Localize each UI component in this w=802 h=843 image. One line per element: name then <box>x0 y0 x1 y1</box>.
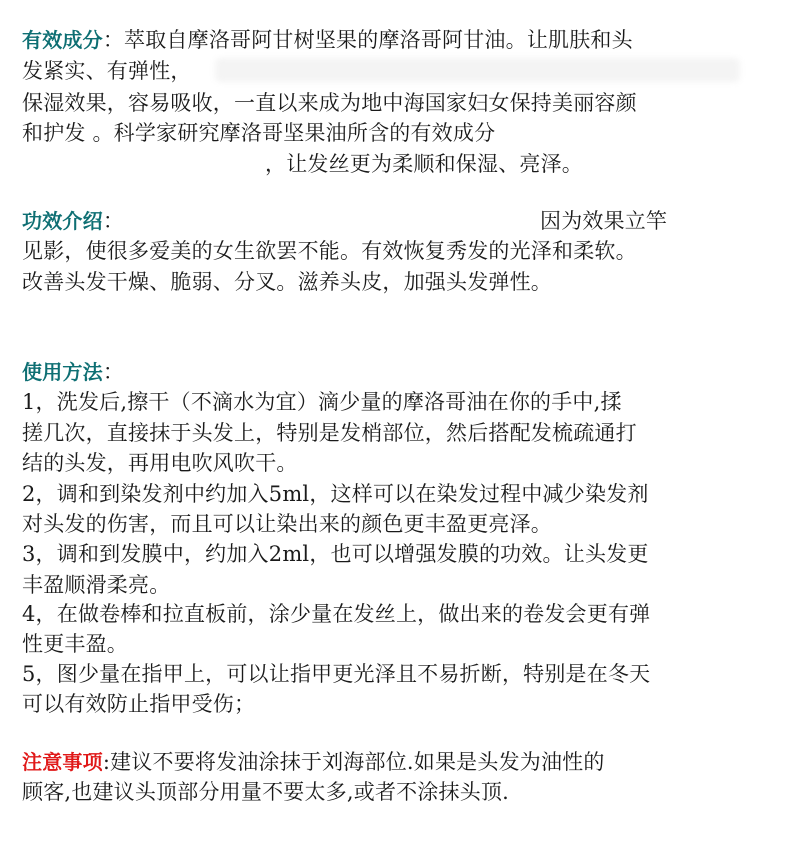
ingredients-text-3: 保湿效果，容易吸收，一直以来成为地中海国家妇女保持美丽容颜 <box>22 91 637 115</box>
caution-colon: : <box>102 750 111 774</box>
usage-text: 搓几次，直接抹于头发上，特别是发梢部位，然后搭配发梳疏通打 <box>22 421 637 445</box>
blurred-text-area <box>215 58 740 82</box>
usage-line <box>22 388 622 416</box>
caution-line-2 <box>22 778 509 806</box>
effects-heading: 功效介绍 <box>22 209 103 233</box>
usage-text: 1，洗发后,擦干（不滴水为宜）滴少量的摩洛哥油在你的手中,揉 <box>22 390 622 414</box>
effects-line-3 <box>22 268 552 296</box>
effects-colon: ： <box>102 209 125 233</box>
usage-text: 可以有效防止指甲受伤； <box>22 692 256 716</box>
caution-line-1 <box>22 748 605 776</box>
caution-text-1: 建议不要将发油涂抹于刘海部位.如果是头发为油性的 <box>110 750 605 774</box>
effects-line-1-tail <box>540 207 667 235</box>
ingredients-colon: ： <box>102 28 125 52</box>
caution-heading: 注意事项 <box>22 750 103 774</box>
usage-line <box>22 690 255 718</box>
effects-line-2 <box>22 237 637 265</box>
usage-line <box>22 600 650 628</box>
usage-colon: ： <box>102 360 125 384</box>
effects-line-1 <box>22 207 124 235</box>
usage-line <box>22 660 650 688</box>
usage-text: 丰盈顺滑柔亮。 <box>22 573 171 597</box>
effects-text-1: 因为效果立竿 <box>540 209 668 233</box>
ingredients-line-3 <box>22 89 637 117</box>
ingredients-text-4: 和护发 。科学家研究摩洛哥坚果油所含的有效成分 <box>22 121 496 145</box>
usage-line <box>22 480 649 508</box>
ingredients-line-4 <box>22 119 495 147</box>
ingredients-text-5: ，让发丝更为柔顺和保湿、亮泽。 <box>265 152 583 176</box>
ingredients-text-1: 萃取自摩洛哥阿甘树坚果的摩洛哥阿甘油。让肌肤和头 <box>124 28 633 52</box>
usage-line <box>22 630 128 658</box>
usage-line <box>22 449 298 477</box>
usage-text: 结的头发，再用电吹风吹干。 <box>22 451 298 475</box>
usage-text: 性更丰盈。 <box>22 632 128 656</box>
usage-line <box>22 419 637 447</box>
usage-heading: 使用方法 <box>22 360 103 384</box>
usage-text: 对头发的伤害，而且可以让染出来的颜色更丰盈更亮泽。 <box>22 512 552 536</box>
ingredients-line-1 <box>22 26 633 54</box>
ingredients-heading: 有效成分 <box>22 28 103 52</box>
usage-line <box>22 540 649 568</box>
ingredients-text-2: 发紧实、有弹性， <box>22 59 192 83</box>
effects-text-3: 改善头发干燥、脆弱、分叉。滋养头皮，加强头发弹性。 <box>22 270 552 294</box>
usage-text: 4，在做卷棒和拉直板前，涂少量在发丝上，做出来的卷发会更有弹 <box>22 602 651 626</box>
usage-heading-line <box>22 358 124 386</box>
effects-text-2: 见影，使很多爱美的女生欲罢不能。有效恢复秀发的光泽和柔软。 <box>22 239 637 263</box>
ingredients-line-2 <box>22 57 192 85</box>
usage-text: 5，图少量在指甲上，可以让指甲更光泽且不易折断，特别是在冬天 <box>22 662 651 686</box>
ingredients-line-5 <box>265 150 583 178</box>
usage-text: 2，调和到染发剂中约加入5ml，这样可以在染发过程中减少染发剂 <box>22 482 649 506</box>
usage-text: 3，调和到发膜中，约加入2ml，也可以增强发膜的功效。让头发更 <box>22 542 649 566</box>
usage-line <box>22 510 552 538</box>
usage-line <box>22 571 170 599</box>
caution-text-2: 顾客,也建议头顶部分用量不要太多,或者不涂抹头顶. <box>22 780 510 804</box>
